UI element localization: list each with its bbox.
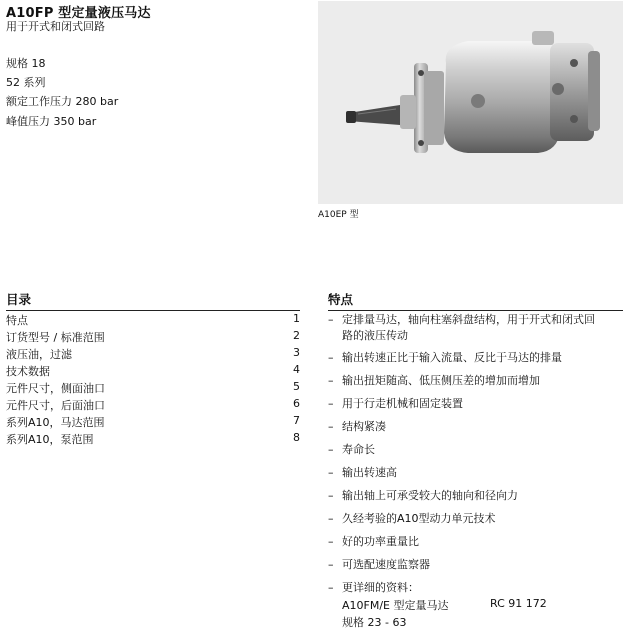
toc-item-label: 订货型号 / 标准范围 xyxy=(6,331,105,344)
toc-item-page: 6 xyxy=(293,397,300,410)
toc-item-label: 元件尺寸，侧面油口 xyxy=(6,382,105,395)
dash-bullet: – xyxy=(328,374,334,387)
hydraulic-motor-image xyxy=(318,1,623,204)
toc-item[interactable] xyxy=(6,397,300,413)
toc-heading: 目录 xyxy=(6,292,32,307)
feature-text: 寿命长 xyxy=(342,443,375,456)
photo-caption: A10EP 型 xyxy=(318,210,359,220)
toc-item-label: 系列A10，马达范围 xyxy=(6,416,105,429)
feature-item xyxy=(328,465,623,481)
dash-bullet: – xyxy=(328,466,334,479)
toc-item-page: 1 xyxy=(293,312,300,325)
page-subtitle: 用于开式和闭式回路 xyxy=(6,20,105,33)
toc-item-page: 8 xyxy=(293,431,300,444)
dash-bullet: – xyxy=(328,512,334,525)
dash-bullet: – xyxy=(328,443,334,456)
toc-item[interactable] xyxy=(6,380,300,396)
feature-text: 用于行走机械和固定装置 xyxy=(342,397,463,410)
feature-item xyxy=(328,511,623,527)
dash-bullet: – xyxy=(328,397,334,410)
feature-item xyxy=(328,350,623,366)
reference-doc-name: A10FM/E 型定量马达 xyxy=(342,599,449,612)
dash-bullet: – xyxy=(328,351,334,364)
dash-bullet: – xyxy=(328,558,334,571)
feature-text: 结构紧凑 xyxy=(342,420,386,433)
toc-item-label: 元件尺寸，后面油口 xyxy=(6,399,105,412)
feature-item xyxy=(328,534,623,550)
toc-item[interactable] xyxy=(6,414,300,430)
spec-size: 规格 18 xyxy=(6,57,46,70)
toc-item-label: 系列A10，泵范围 xyxy=(6,433,94,446)
feature-text: 输出轴上可承受较大的轴向和径向力 xyxy=(342,489,518,502)
features-divider xyxy=(328,310,623,311)
feature-text: 久经考验的A10型动力单元技术 xyxy=(342,512,496,525)
toc-item-page: 5 xyxy=(293,380,300,393)
feature-text: 好的功率重量比 xyxy=(342,535,419,548)
toc-item[interactable] xyxy=(6,431,300,447)
toc-divider xyxy=(6,310,300,311)
dash-bullet: – xyxy=(328,489,334,502)
toc-item-page: 2 xyxy=(293,329,300,342)
toc-item-label: 液压油，过滤 xyxy=(6,348,72,361)
feature-text: 可选配速度监察器 xyxy=(342,558,430,571)
feature-text: 定排量马达，轴向柱塞斜盘结构，用于开式和闭式回 xyxy=(342,313,595,326)
reference-doc-size: 规格 23 - 63 xyxy=(342,616,407,629)
feature-text: 输出转速正比于输入流量、反比于马达的排量 xyxy=(342,351,562,364)
feature-item xyxy=(328,312,623,344)
reference-doc-code: RC 91 172 xyxy=(490,597,547,610)
dash-bullet: – xyxy=(328,313,334,326)
toc-item-page: 3 xyxy=(293,346,300,359)
dash-bullet: – xyxy=(328,535,334,548)
feature-item xyxy=(328,373,623,389)
features-heading: 特点 xyxy=(328,292,354,307)
feature-item xyxy=(328,419,623,435)
toc-item-page: 7 xyxy=(293,414,300,427)
toc-item[interactable] xyxy=(6,329,300,345)
feature-text-cont: 路的液压传动 xyxy=(342,329,408,342)
feature-text: 更详细的资料： xyxy=(342,581,419,594)
toc-item-label: 特点 xyxy=(6,314,28,327)
toc-item[interactable] xyxy=(6,346,300,362)
feature-text: 输出扭矩随高、低压侧压差的增加而增加 xyxy=(342,374,540,387)
toc-item-label: 技术数据 xyxy=(6,365,50,378)
toc-item-page: 4 xyxy=(293,363,300,376)
product-photo xyxy=(318,1,623,204)
spec-rated-pressure: 额定工作压力 280 bar xyxy=(6,95,119,108)
spec-series: 52 系列 xyxy=(6,76,46,89)
toc-item[interactable] xyxy=(6,363,300,379)
page-title: A10FP 型定量液压马达 xyxy=(6,6,151,21)
feature-item xyxy=(328,396,623,412)
dash-bullet: – xyxy=(328,420,334,433)
feature-item xyxy=(328,488,623,504)
feature-item xyxy=(328,557,623,573)
spec-peak-pressure: 峰值压力 350 bar xyxy=(6,115,97,128)
feature-item xyxy=(328,580,623,596)
feature-item xyxy=(328,442,623,458)
dash-bullet: – xyxy=(328,581,334,594)
feature-text: 输出转速高 xyxy=(342,466,397,479)
toc-item[interactable] xyxy=(6,312,300,328)
